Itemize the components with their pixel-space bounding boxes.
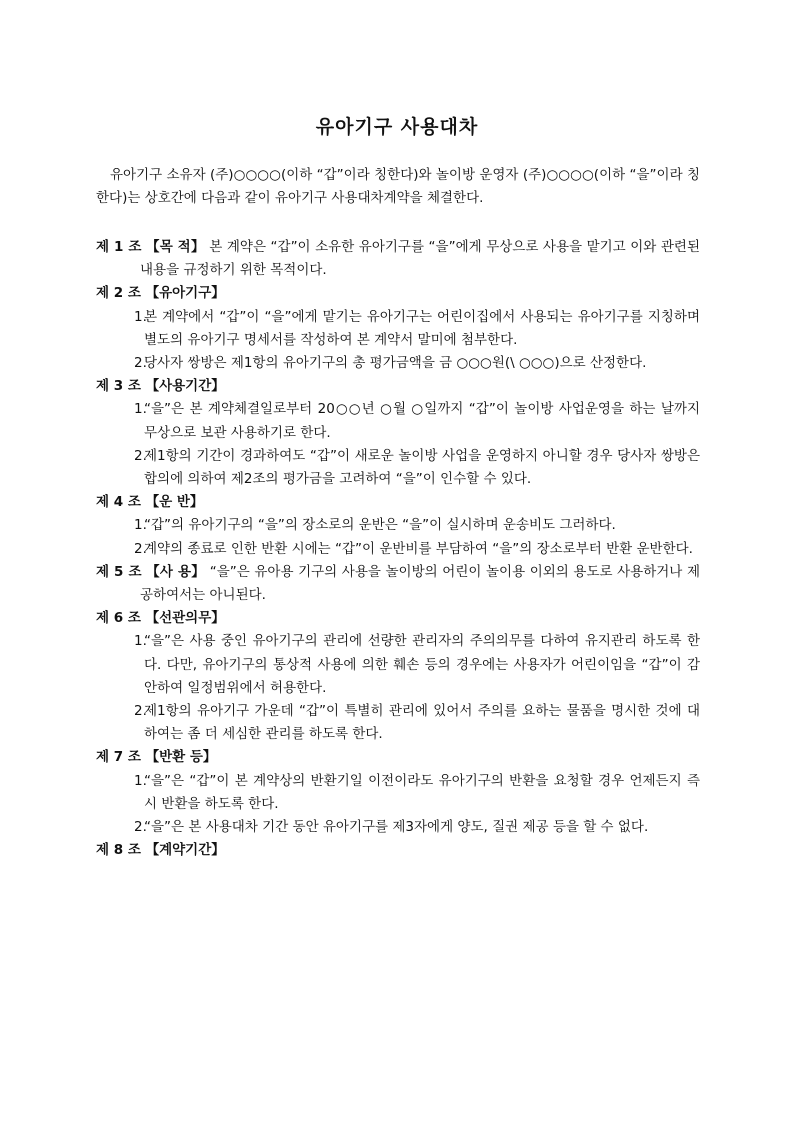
clause-item <box>96 816 700 839</box>
clause-number: 1. <box>134 401 147 418</box>
article-4 <box>96 491 700 561</box>
clause-item <box>96 700 700 746</box>
clause-text: “을”은 본 계약체결일로부터 20○○년 ○월 ○일까지 “갑”이 놀이방 사업운영을 하는 날까지 무상으로 보관 사용하기로 한다. <box>144 401 700 441</box>
article-body: 본 계약은 “갑”이 소유한 유아기구를 “을”에게 무상으로 사용을 맡기고 이와 관련된 내용을 규정하기 위한 목적이다. <box>140 239 700 279</box>
article-8 <box>96 839 700 862</box>
article-7 <box>96 746 700 839</box>
article-label: 제 1 조 <box>96 239 142 255</box>
article-title: 【운 반】 <box>145 494 204 511</box>
clause-list <box>96 398 700 491</box>
clause-item <box>96 538 700 561</box>
clause-number: 1. <box>134 517 147 534</box>
article-heading <box>96 746 700 769</box>
clause-list <box>96 630 700 746</box>
clause-text: 당사자 쌍방은 제1항의 유아기구의 총 평가금액을 금 ○○○원(\ ○○○)으로 산정한다. <box>144 355 647 372</box>
clause-item <box>96 352 700 375</box>
clause-number: 2. <box>134 355 147 372</box>
clause-number: 1. <box>134 308 147 325</box>
article-label: 제 7 조 <box>96 749 141 766</box>
clause-number: 2. <box>134 540 147 557</box>
article-label: 제 8 조 <box>96 842 141 859</box>
article-title: 【유아기구】 <box>145 285 225 302</box>
intro-paragraph <box>96 164 700 210</box>
article-heading <box>96 491 700 514</box>
article-list <box>96 236 700 862</box>
clause-number: 2. <box>134 819 147 836</box>
clause-number: 1. <box>134 633 147 650</box>
clause-item <box>96 445 700 491</box>
article-5 <box>96 561 700 607</box>
clause-text: “갑”의 유아기구의 “을”의 장소로의 운반은 “을”이 실시하며 운송비도 그러하다. <box>144 517 616 534</box>
article-title: 【사 용】 <box>146 563 206 580</box>
article-heading <box>96 282 700 305</box>
clause-text: “을”은 본 사용대차 기간 동안 유아기구를 제3자에게 양도, 질권 제공 등을 할 수 없다. <box>144 819 649 836</box>
article-title: 【반환 등】 <box>145 749 217 766</box>
article-heading <box>96 607 700 630</box>
clause-list <box>96 514 700 560</box>
clause-text: “을”은 “갑”이 본 계약상의 반환기일 이전이라도 유아기구의 반환을 요청할 경우 언제든지 즉시 반환을 하도록 한다. <box>144 772 700 812</box>
clause-text: 제1항의 유아기구 가운데 “갑”이 특별히 관리에 있어서 주의를 요하는 물품을 명시한 것에 대하여는 좀 더 세심한 관리를 하도록 한다. <box>144 703 700 743</box>
article-1 <box>96 236 700 282</box>
article-label: 제 5 조 <box>96 563 142 580</box>
clause-text: 계약의 종료로 인한 반환 시에는 “갑”이 운반비를 부담하여 “을”의 장소로부터 반환 운반한다. <box>144 540 693 557</box>
clause-item <box>96 306 700 352</box>
clause-list <box>96 306 700 376</box>
clause-number: 2. <box>134 447 147 464</box>
article-3 <box>96 375 700 491</box>
clause-text: “을”은 사용 중인 유아기구의 관리에 선량한 관리자의 주의의무를 다하여 유지관리 하도록 한다. 다만, 유아기구의 통상적 사용에 의한 훼손 등의 경우에는 사용자가 어린이임을 “갑”이 감안하여 일정범위에서 허용한다. <box>144 633 700 696</box>
clause-item <box>96 398 700 444</box>
article-heading <box>96 375 700 398</box>
clause-number: 1. <box>134 772 147 789</box>
clause-text: 제1항의 기간이 경과하여도 “갑”이 새로운 놀이방 사업을 운영하지 아니할 경우 당사자 쌍방은 합의에 의하여 제2조의 평가금을 고려하여 “을”이 인수할 수 있다. <box>144 447 700 488</box>
article-label: 제 2 조 <box>96 285 141 302</box>
article-label: 제 3 조 <box>96 378 141 395</box>
clause-number: 2. <box>134 703 147 720</box>
intro-text: 유아기구 소유자 (주)○○○○(이하 “갑”이라 칭한다)와 놀이방 운영자 (주)○○○○(이하 “을”이라 칭한다)는 상호간에 다음과 같이 유아기구 사용대차계약을 체결한다. <box>96 167 700 206</box>
article-6 <box>96 607 700 746</box>
clause-item <box>96 630 700 700</box>
clause-list <box>96 770 700 840</box>
article-title: 【사용기간】 <box>145 378 225 395</box>
article-label: 제 6 조 <box>96 610 141 627</box>
article-title: 【목 적】 <box>145 239 205 255</box>
clause-text: 본 계약에서 “갑”이 “을”에게 맡기는 유아기구는 어린이집에서 사용되는 유아기구를 지칭하며 별도의 유아기구 명세서를 작성하여 본 계약서 말미에 첨부한다. <box>144 308 700 348</box>
article-title: 【계약기간】 <box>145 842 225 859</box>
article-title: 【선관의무】 <box>145 610 225 627</box>
clause-item <box>96 514 700 537</box>
document-title: 유아기구 사용대차 <box>315 116 479 138</box>
article-heading <box>96 839 700 862</box>
article-body: “을”은 유아용 기구의 사용을 놀이방의 어린이 놀이용 이외의 용도로 사용하거나 제공하여서는 아니된다. <box>140 563 700 604</box>
article-label: 제 4 조 <box>96 494 141 511</box>
article-2 <box>96 282 700 375</box>
clause-item <box>96 770 700 816</box>
